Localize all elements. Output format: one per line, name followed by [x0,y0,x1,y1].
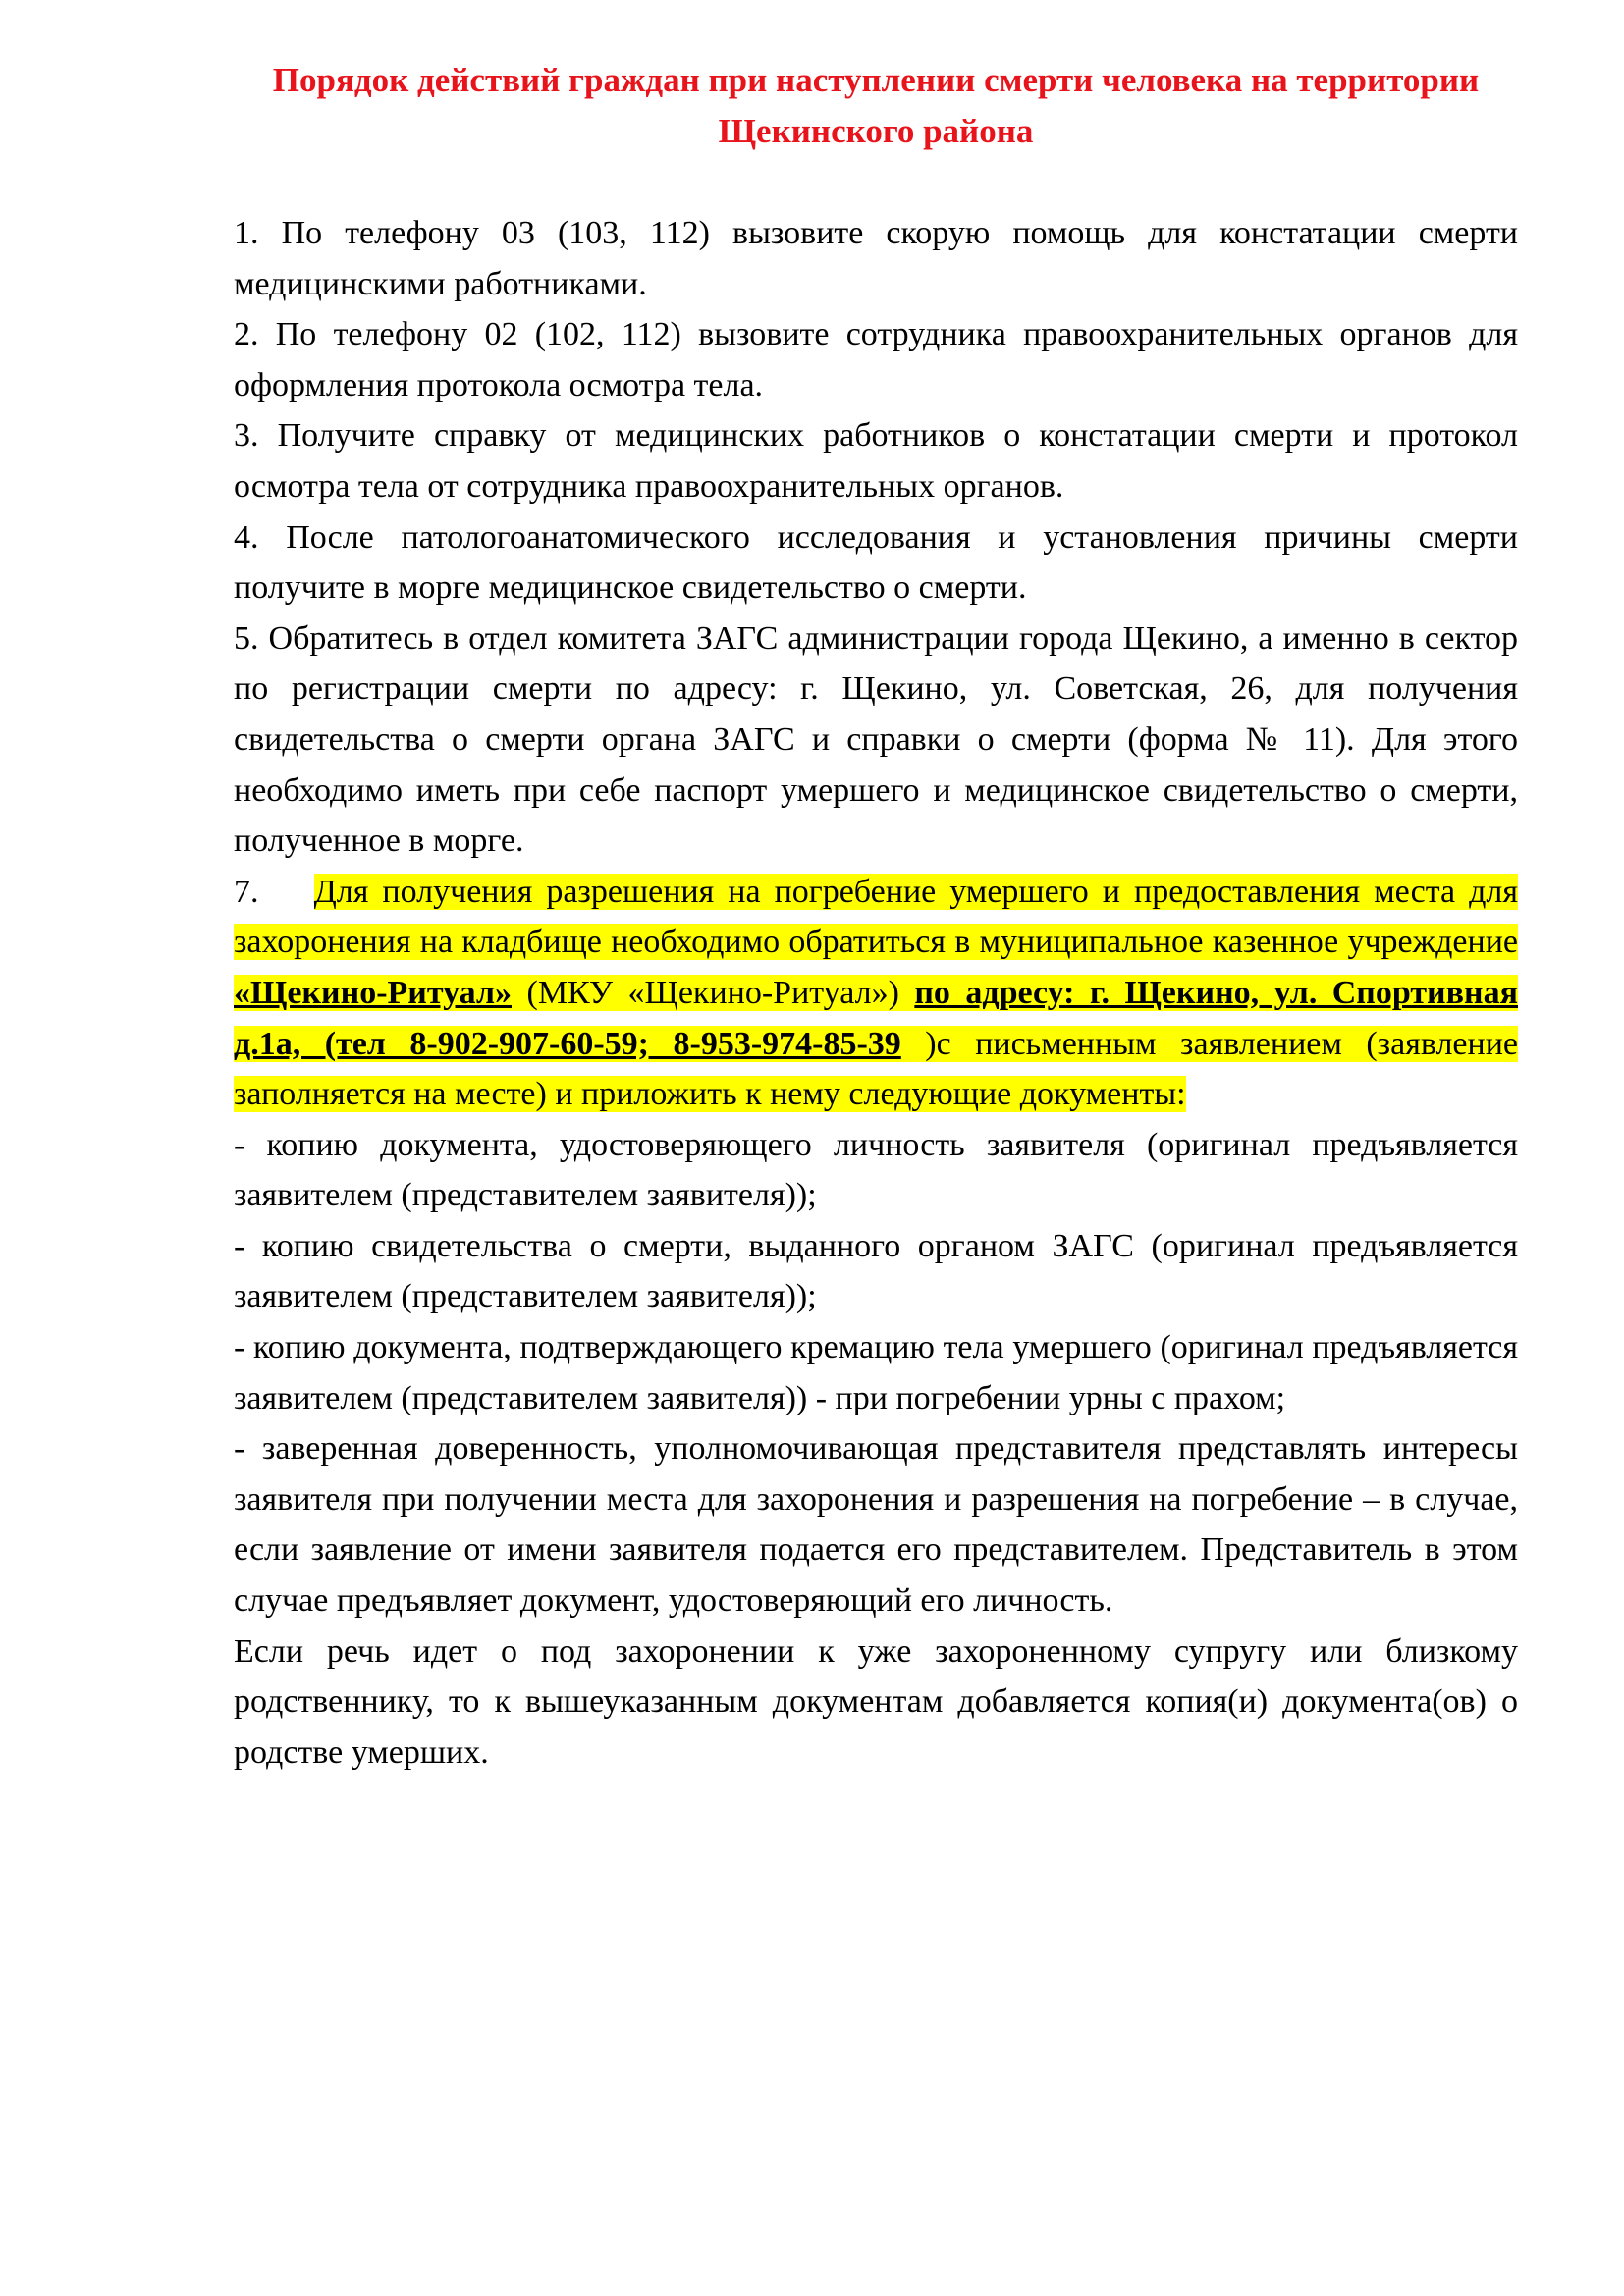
list-item-number: 5. [234,619,259,657]
list-item-number: 7. [234,873,259,910]
list-item-text: По телефону 02 (102, 112) вызовите сотрудника правоохранительных органов для оформления протокола осмотра тела. [234,316,1518,403]
list-item-text: По телефону 03 (103, 112) вызовите скорую помощь для констатации смерти медицинскими работниками. [234,215,1518,302]
list-item-number: 3. [234,417,259,454]
list-item-5 [234,614,1518,867]
list-item-7 [234,867,1518,1120]
closing-paragraph: Если речь идет о под захоронении к уже захороненному супругу или близкому родственнику, то к вышеуказанным документам добавляется копия(и) документа(ов) о родстве умерших. [234,1632,1518,1771]
list-item-text: Обратитесь в отдел комитета ЗАГС администрации города Щекино, а именно в сектор по регистрации смерти по адресу: г. Щекино, ул. Советская, 26, для получения свидетельства о смерти органа ЗАГС и справки о смерти (форма № 11). Для этого необходимо иметь при себе паспорт умершего и медицинское свидетельство о смерти, полученное в морге. [234,619,1518,860]
list-item-2 [234,309,1518,410]
list-item-text: После патологоанатомического исследования и установления причины смерти получите в морге медицинское свидетельство о смерти. [234,518,1518,607]
bullet-item-1: - копию документа, удостоверяющего личность заявителя (оригинал предъявляется заявителем (представителем заявителя)); [234,1126,1518,1214]
list-item-number: 1. [234,215,259,251]
document-title: Порядок действий граждан при наступлении смерти человека на территории Щекинского района [272,61,1480,150]
bullet-item-4: - заверенная доверенность, уполномочивающая представителя представлять интересы заявителя при получении места для захоронения и разрешения на погребение – в случае, если заявление от имени заявителя подается его представителем. Представитель в этом случае предъявляет документ, удостоверяющий его личность. [234,1430,1518,1620]
list-item-3 [234,410,1518,511]
list-item-text: Получите справку от медицинских работников о констатации смерти и протокол осмотра тела от сотрудника правоохранительных органов. [234,417,1518,505]
organization-name: «Щекино-Ритуал» [234,974,513,1011]
organization-abbrev: (МКУ «Щекино-Ритуал») [512,974,915,1011]
document-body [234,208,1518,1778]
list-item-number: 4. [234,518,259,556]
list-item-4 [234,512,1518,614]
list-item-1 [234,208,1518,309]
bullet-item-2: - копию свидетельства о смерти, выданного органом ЗАГС (оригинал предъявляется заявителем (представителем заявителя)); [234,1227,1518,1315]
highlighted-text-end: )с письменным заявлением (заявление заполняется на месте) и приложить к нему следующие документы: [234,1025,1518,1113]
list-item-number: 2. [234,316,259,353]
organization-address: по адресу: г. Щекино, ул. Спортивная д.1а, (тел 8-902-907-60-59; 8-953-974-85-39 [234,974,1518,1062]
highlighted-text: Для получения разрешения на погребение умершего и предоставления места для захоронения на кладбище необходимо обратиться в муниципальное казенное учреждение [234,873,1518,961]
bullet-item-3: - копию документа, подтверждающего кремацию тела умершего (оригинал предъявляется заявителем (представителем заявителя)) - при погребении урны с прахом; [234,1329,1518,1416]
